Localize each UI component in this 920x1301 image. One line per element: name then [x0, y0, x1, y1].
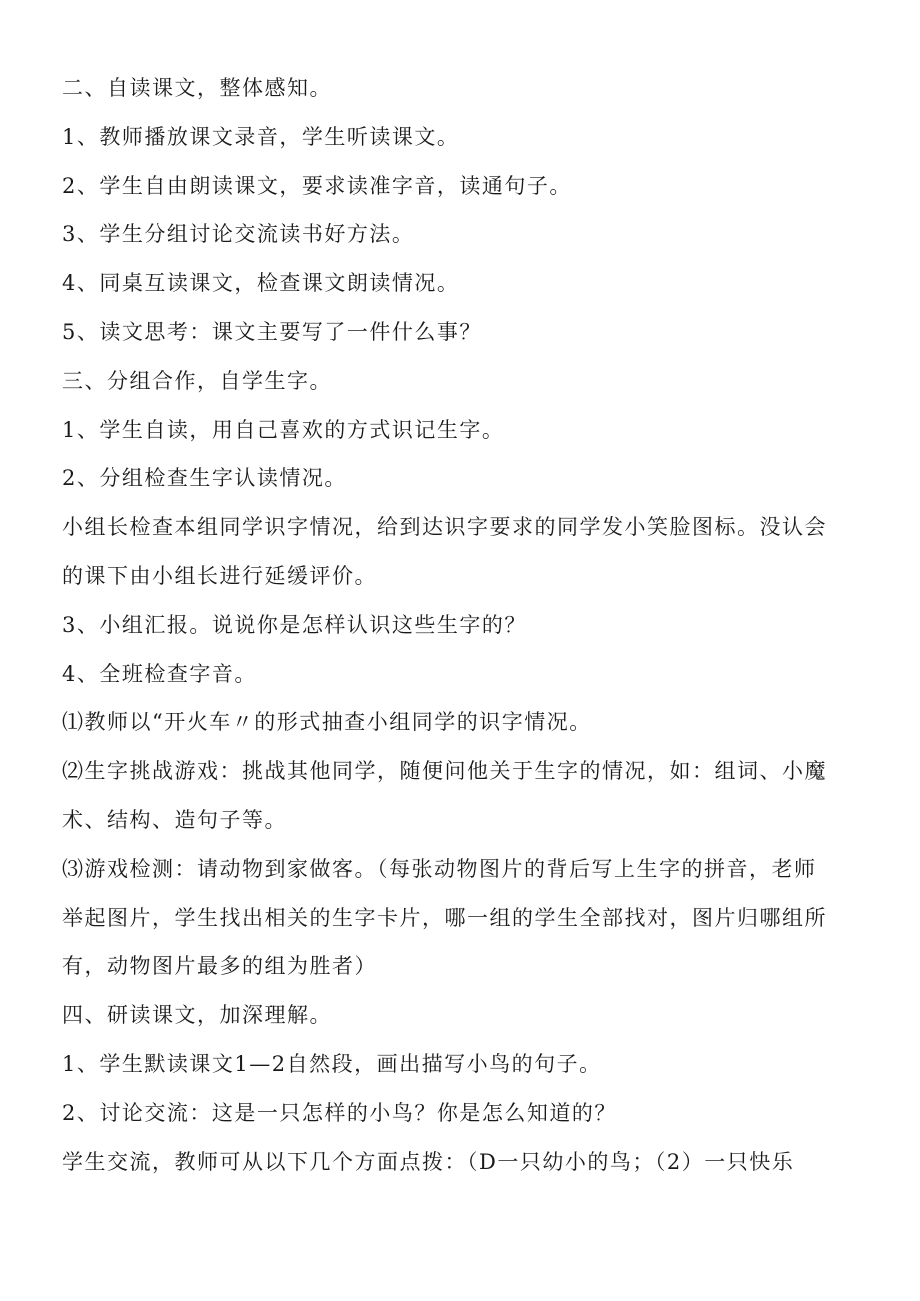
step-2-1: 1、教师播放课文录音，学生听读课文。 — [62, 124, 460, 149]
substep-2: ⑵生字挑战游戏：挑战其他同学，随便问他关于生字的情况，如：组词、小魔 — [62, 759, 827, 784]
step-4-1: 1、学生默读课文1—2自然段，画出描写小鸟的句子。 — [62, 1051, 602, 1076]
section-heading-4: 四、研读课文，加深理解。 — [62, 1003, 332, 1028]
substep-1: ⑴教师以“开火车〃的形式抽查小组同学的识字情况。 — [62, 710, 592, 735]
step-3-2: 2、分组检查生字认读情况。 — [62, 466, 347, 491]
paragraph-line: 学生交流，教师可从以下几个方面点拨：（D一只幼小的鸟；（2）一只快乐 — [62, 1149, 795, 1174]
step-3-4: 4、全班检查字音。 — [62, 661, 257, 686]
paragraph-line: 的课下由小组长进行延缓评价。 — [62, 563, 377, 588]
step-2-3: 3、学生分组讨论交流读书好方法。 — [62, 222, 415, 247]
step-2-2: 2、学生自由朗读课文，要求读准字音，读通句子。 — [62, 173, 572, 198]
section-heading-2: 二、自读课文，整体感知。 — [62, 76, 332, 100]
step-3-3: 3、小组汇报。说说你是怎样认识这些生字的？ — [62, 612, 527, 637]
paragraph-line: 术、结构、造句子等。 — [62, 807, 287, 832]
step-3-1: 1、学生自读，用自己喜欢的方式识记生字。 — [62, 417, 505, 442]
step-2-5: 5、读文思考：课文主要写了一件什么事？ — [62, 319, 482, 344]
step-4-2: 2、讨论交流：这是一只怎样的小鸟？你是怎么知道的？ — [62, 1100, 617, 1125]
substep-3: ⑶游戏检测：请动物到家做客。（每张动物图片的背后写上生字的拼音，老师 — [62, 856, 817, 881]
paragraph-line: 有，动物图片最多的组为胜者） — [62, 954, 377, 979]
step-2-4: 4、同桌互读课文，检查课文朗读情况。 — [62, 271, 460, 296]
paragraph-line: 举起图片，学生找出相关的生字卡片，哪一组的学生全部找对，图片归哪组所 — [62, 905, 827, 930]
section-heading-3: 三、分组合作，自学生字。 — [62, 368, 332, 393]
paragraph-line: 小组长检查本组同学识字情况，给到达识字要求的同学发小笑脸图标。没认会 — [62, 515, 827, 540]
